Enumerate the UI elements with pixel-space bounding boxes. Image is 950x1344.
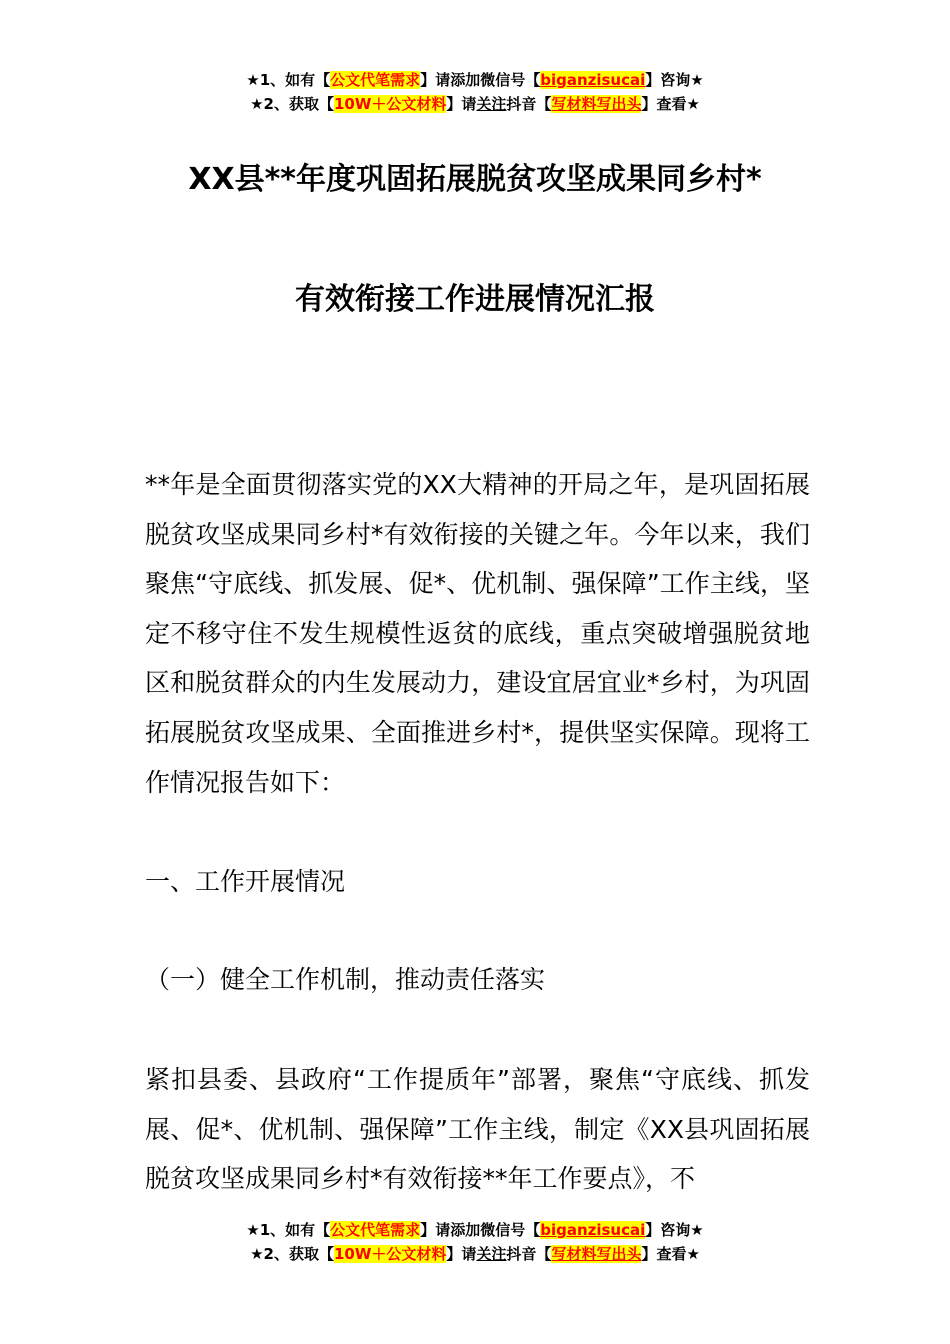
intro-paragraph: **年是全面贯彻落实党的XX大精神的开局之年，是巩固拓展脱贫攻坚成果同乡村*有效衔接的关键之年。今年以来，我们聚焦“守底线、抓发展、促*、优机制、强保障”工作主线，坚定不移守住不发生规模性返贫的底线，重点突破增强脱贫地区和脱贫群众的内生发展动力，建设宜居宜业*乡村，为巩固拓展脱贫攻坚成果、全面推进乡村*，提供坚实保障。现将工作情况报告如下： (145, 470, 810, 797)
douyin-account-link[interactable]: 写材料写出头 (551, 95, 642, 113)
promo-highlight: 公文代笔需求 (330, 1221, 421, 1239)
promo-text: ★1、如有【 (246, 71, 331, 89)
promo-text: ★2、获取【 (250, 95, 334, 113)
promo-text: 】请添加微信号【 (420, 1221, 541, 1239)
promo-text: 抖音【 (506, 1245, 552, 1263)
promo-line-2 (0, 92, 950, 116)
promo-text: 】请添加微信号【 (420, 71, 541, 89)
promo-text: ★2、获取【 (250, 1245, 334, 1263)
promo-text: 】咨询★ (645, 1221, 704, 1239)
subsection-heading: （一）健全工作机制，推动责任落实 (145, 965, 546, 994)
follow-link[interactable]: 关注 (476, 95, 507, 113)
promo-highlight: 公文代笔需求 (330, 71, 421, 89)
document-title-line-2: 有效衔接工作进展情况汇报 (295, 282, 655, 317)
douyin-account-link[interactable]: 写材料写出头 (551, 1245, 642, 1263)
promo-text: 】请 (446, 95, 477, 113)
promo-text: 】请 (446, 1245, 477, 1263)
promo-text: 】咨询★ (645, 71, 704, 89)
promo-line-1 (0, 1218, 950, 1242)
promo-banner-bottom (0, 1218, 950, 1266)
promo-text: ★1、如有【 (246, 1221, 331, 1239)
wechat-id-link[interactable]: biganzisucai (540, 1221, 646, 1239)
document-title-line-1: XX县**年度巩固拓展脱贫攻坚成果同乡村* (188, 162, 762, 197)
promo-highlight: 10W＋公文材料 (333, 95, 447, 113)
promo-banner-top (0, 68, 950, 116)
wechat-id-link[interactable]: biganzisucai (540, 71, 646, 89)
promo-line-1 (0, 68, 950, 92)
promo-text: 抖音【 (506, 95, 552, 113)
section-heading: 一、工作开展情况 (145, 867, 346, 896)
promo-line-2 (0, 1242, 950, 1266)
promo-highlight: 10W＋公文材料 (333, 1245, 447, 1263)
promo-text: 】查看★ (641, 1245, 700, 1263)
follow-link[interactable]: 关注 (476, 1245, 507, 1263)
promo-text: 】查看★ (641, 95, 700, 113)
body-paragraph: 紧扣县委、县政府“工作提质年”部署，聚焦“守底线、抓发展、促*、优机制、强保障”工作主线，制定《XX县巩固拓展脱贫攻坚成果同乡村*有效衔接**年工作要点》，不 (145, 1065, 810, 1194)
